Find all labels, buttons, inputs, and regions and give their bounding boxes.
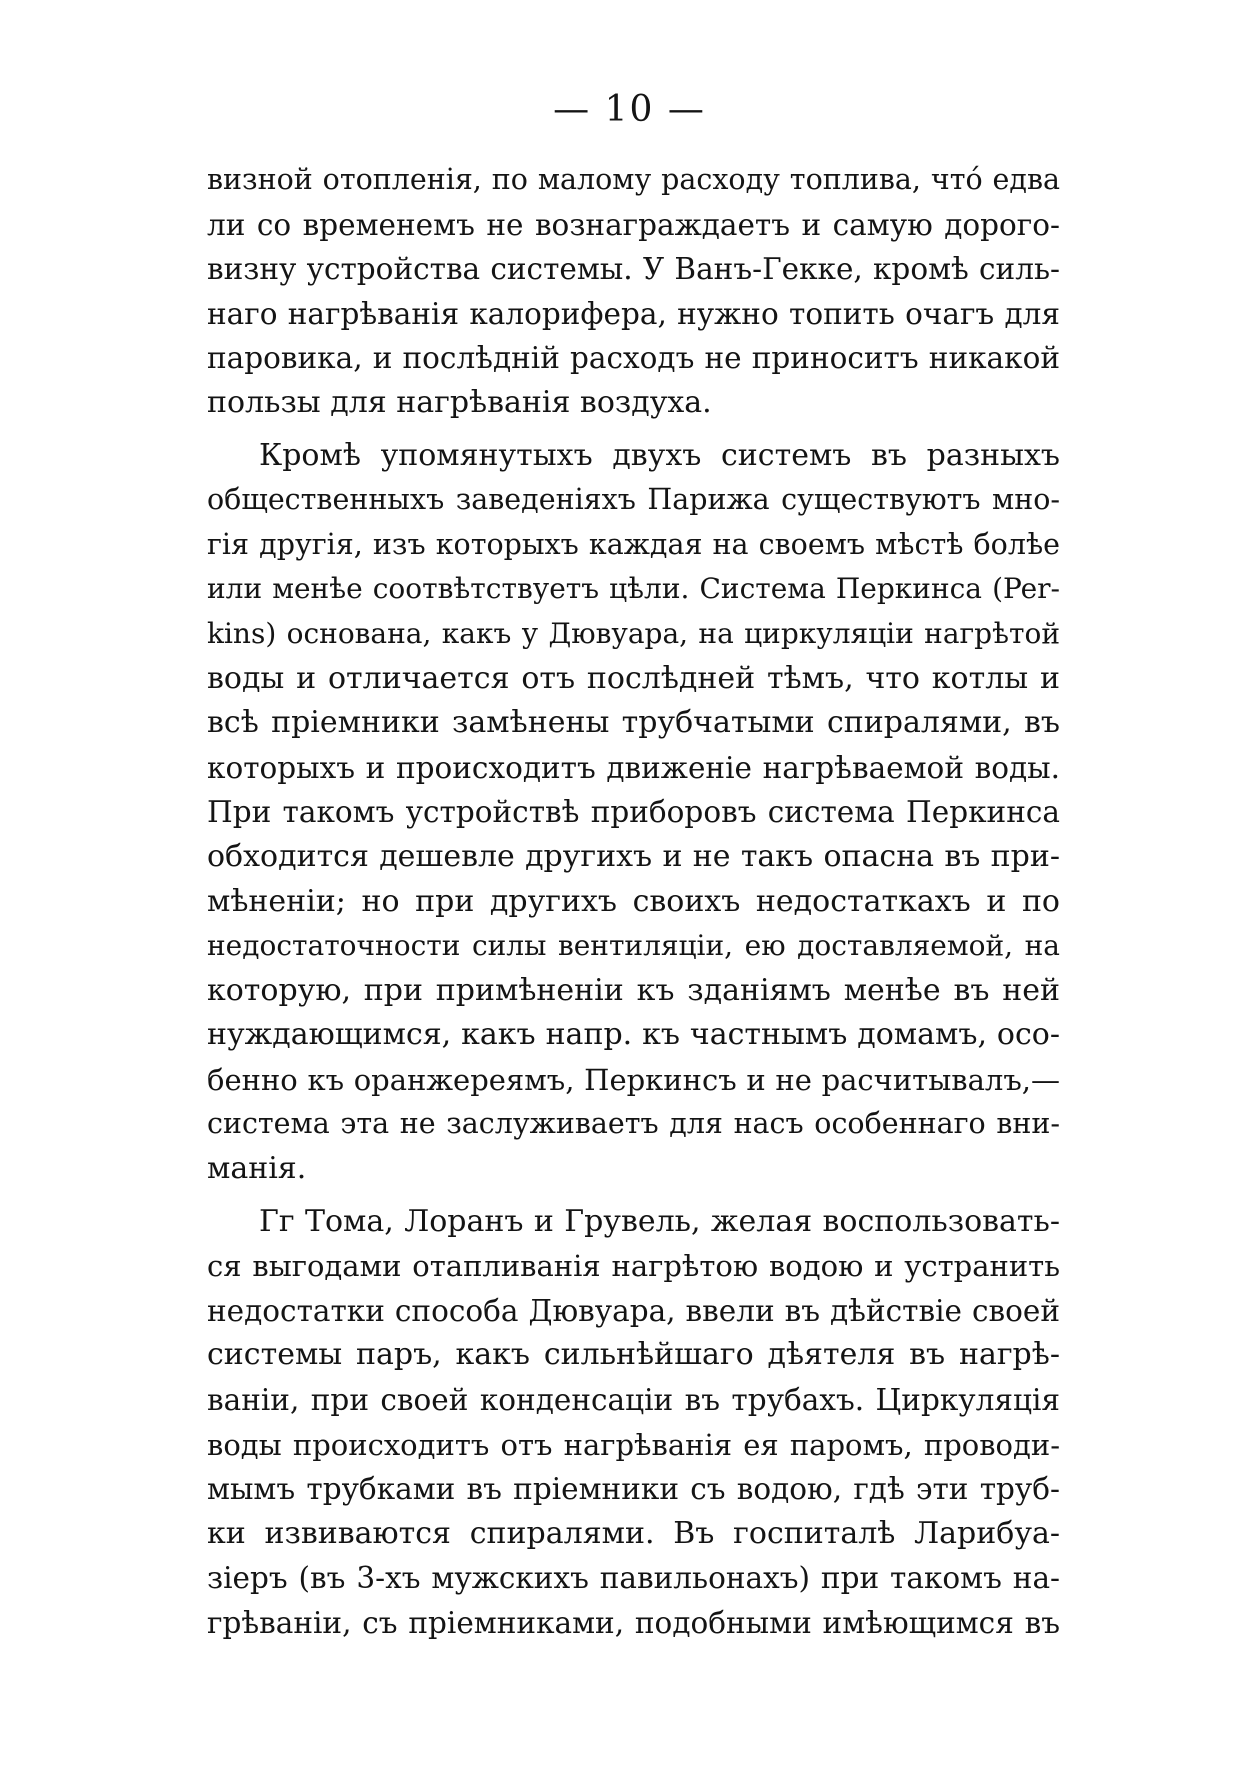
text-line: системы паръ, какъ сильнѣйшаго дѣятеля въ нагрѣ- — [207, 1337, 1060, 1373]
text-line: недостатки способа Дювуара, ввели въ дѣйствіе своей — [207, 1293, 1060, 1328]
paragraph-3 — [207, 1200, 1060, 1646]
text-line: или менѣе соотвѣтствуетъ цѣли. Система Перкинса (Per- — [207, 572, 1060, 606]
text-line: которую, при примѣненіи къ зданіямъ менѣе въ ней — [207, 972, 1060, 1008]
text-line: общественныхъ заведеніяхъ Парижа существуютъ мно- — [207, 483, 1060, 517]
text-line: нуждающимся, какъ напр. къ частнымъ домамъ, осо- — [207, 1017, 1060, 1053]
text-line: бенно къ оранжереямъ, Перкинсъ и не расчитывалъ,— — [207, 1062, 1060, 1097]
text-line: ваніи, при своей конденсаціи въ трубахъ. Циркуляція — [207, 1383, 1060, 1418]
paragraph-gap — [207, 1192, 1060, 1200]
text-line: Кромѣ упомянутыхъ двухъ системъ въ разныхъ — [259, 437, 1060, 473]
text-line: воды происходитъ отъ нагрѣванія ея паромъ, проводи- — [207, 1427, 1060, 1462]
text-line: обходится дешевле другихъ и не такъ опасна въ при- — [207, 838, 1060, 874]
text-line: гія другія, изъ которыхъ каждая на своемъ мѣстѣ болѣе — [207, 527, 1060, 561]
paragraph-2 — [207, 434, 1060, 1192]
text-line: всѣ пріемники замѣнены трубчатыми спиралями, въ — [207, 705, 1060, 741]
page-number: — 10 — — [553, 89, 706, 130]
text-line: ли со временемъ не вознаграждаетъ и самую дорого- — [207, 207, 1060, 242]
paragraph-gap — [207, 426, 1060, 434]
paragraph-1 — [207, 158, 1060, 426]
text-line: манія. — [207, 1151, 307, 1187]
text-line: ся выгодами отапливанія нагрѣтою водою и устранить — [207, 1249, 1060, 1284]
text-line: kins) основана, какъ у Дювуара, на циркуляціи нагрѣтой — [207, 616, 1060, 650]
text-line: визной отопленія, по малому расходу топлива, что́ едва — [207, 163, 1060, 196]
text-line: При такомъ устройствѣ приборовъ система Перкинса — [207, 795, 1060, 830]
text-line: паровика, и послѣдній расходъ не приноситъ никакой — [207, 341, 1060, 376]
text-line: недостаточности силы вентиляціи, ею доставляемой, на — [207, 929, 1060, 963]
text-line: грѣваніи, съ пріемниками, подобными имѣющимся въ — [207, 1606, 1060, 1640]
text-line: мымъ трубками въ пріемники съ водою, гдѣ эти труб- — [207, 1472, 1060, 1507]
body-text — [207, 158, 1060, 1646]
text-line: пользы для нагрѣванія воздуха. — [207, 384, 712, 420]
text-line: зіеръ (въ 3-хъ мужскихъ павильонахъ) при такомъ на- — [207, 1561, 1060, 1596]
text-line: мѣненіи; но при другихъ своихъ недостаткахъ и по — [207, 883, 1060, 919]
text-line: система эта не заслуживаетъ для насъ особеннаго вни- — [207, 1107, 1060, 1141]
text-line: наго нагрѣванія калорифера, нужно топить очагъ для — [207, 296, 1060, 331]
text-line: ки извиваются спиралями. Въ госпиталѣ Ларибуа- — [207, 1515, 1060, 1551]
text-line: которыхъ и происходитъ движеніе нагрѣваемой воды. — [207, 750, 1060, 785]
text-line: Гг Тома, Лоранъ и Грувель, желая воспользовать- — [259, 1203, 1060, 1239]
text-line: воды и отличается отъ послѣдней тѣмъ, что котлы и — [207, 660, 1060, 696]
text-line: визну устройства системы. У Ванъ-Гекке, кромѣ силь- — [207, 252, 1060, 287]
